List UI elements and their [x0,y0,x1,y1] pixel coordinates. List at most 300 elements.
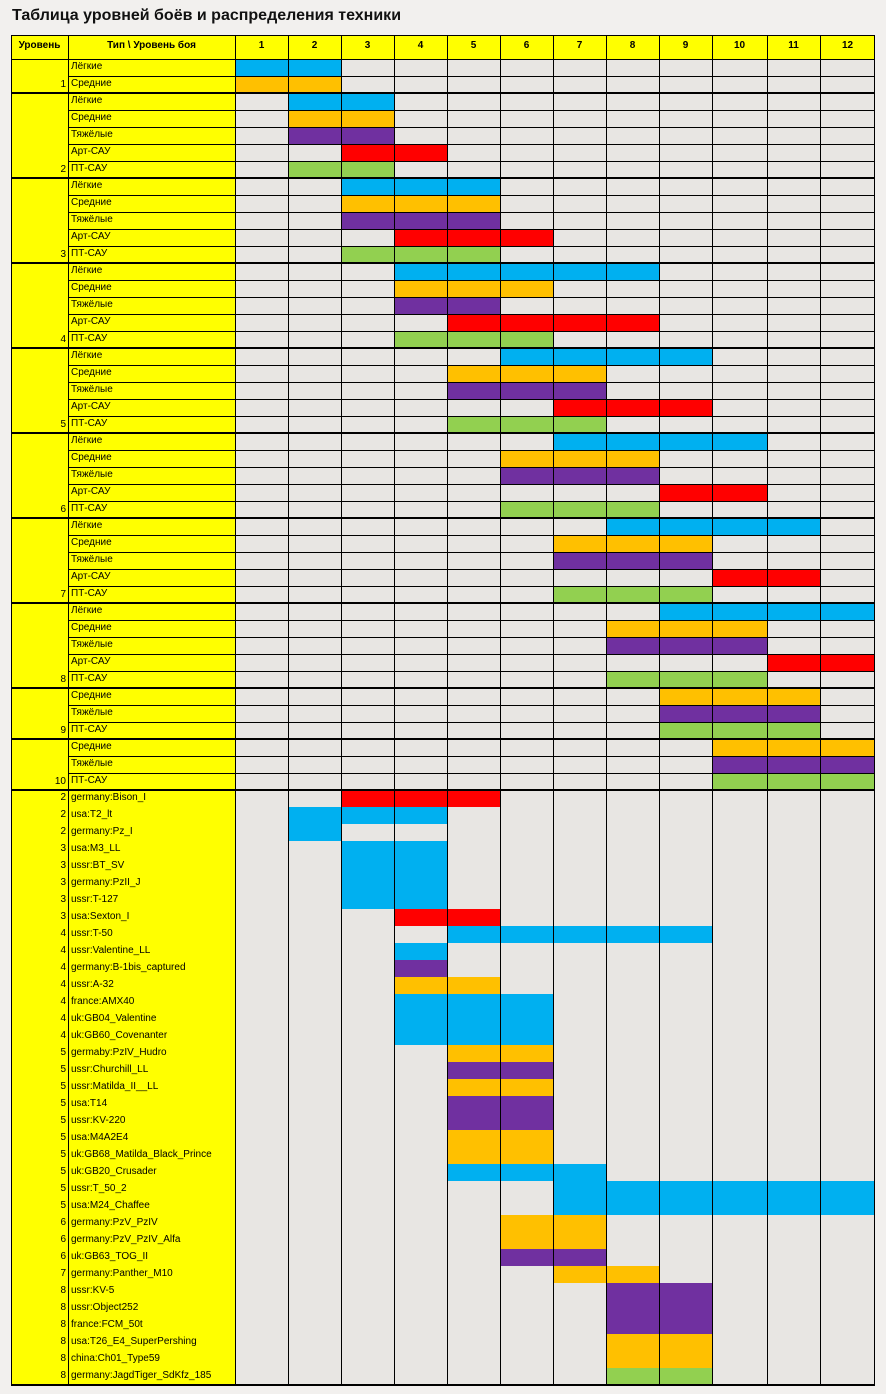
battle-cell-active [447,1062,500,1079]
battle-cell-active [767,756,820,773]
battle-cell [394,399,447,416]
battle-cell [712,110,767,127]
battle-cell [235,467,288,484]
battle-cell [394,1351,447,1368]
battle-cell [606,705,659,722]
battle-cell-active [394,280,447,297]
battle-cell-active [447,1045,500,1062]
battle-cell [341,1215,394,1232]
vehicle-level-cell: 6 [11,1232,68,1249]
battle-cell-active [341,790,394,807]
battle-cell [820,314,875,331]
battle-cell [712,1113,767,1130]
battle-cell-active [553,365,606,382]
battle-cell [235,212,288,229]
battle-cell-active [447,1011,500,1028]
battle-cell-active [288,824,341,841]
battle-cell [288,263,341,280]
battle-cell [712,654,767,671]
battle-cell [394,756,447,773]
vehicle-level-cell: 4 [11,1011,68,1028]
battle-cell [659,178,712,195]
header-battle-level: 12 [820,35,875,59]
battle-cell [288,1283,341,1300]
battle-cell [712,977,767,994]
battle-cell [341,484,394,501]
vehicle-type-label: Лёгкие [68,518,235,535]
battle-cell-active [341,858,394,875]
battle-cell [341,1351,394,1368]
battle-cell [394,1181,447,1198]
battle-cell-active [606,1351,659,1368]
tier-divider [11,177,875,179]
battle-cell-active [712,620,767,637]
tier-level-label: 9 [60,725,66,736]
battle-cell [288,1011,341,1028]
battle-cell [341,399,394,416]
battle-cell-active [659,705,712,722]
vehicle-level-cell: 5 [11,1079,68,1096]
battle-cell [394,654,447,671]
vehicle-type-label: Арт-САУ [68,654,235,671]
battle-cell [394,1096,447,1113]
vehicle-type-label: Тяжёлые [68,382,235,399]
battle-cell [500,1317,553,1334]
battle-cell [820,1062,875,1079]
vehicle-type-label: Лёгкие [68,348,235,365]
battle-cell [500,1198,553,1215]
battle-cell-active [820,756,875,773]
battle-cell [820,161,875,178]
battle-cell [659,212,712,229]
battle-cell [606,144,659,161]
battle-cell-active [659,1198,712,1215]
battle-cell [288,1045,341,1062]
vehicle-name: ussr:Valentine_LL [68,943,235,960]
battle-cell [394,110,447,127]
battle-cell [500,195,553,212]
battle-cell [235,433,288,450]
battle-cell [235,858,288,875]
vehicle-type-label: ПТ-САУ [68,501,235,518]
battle-cell-active [553,1266,606,1283]
vehicle-name: ussr:Object252 [68,1300,235,1317]
battle-cell [553,977,606,994]
vehicle-name: ussr:Churchill_LL [68,1062,235,1079]
battle-cell-active [606,1283,659,1300]
battle-cell-active [394,909,447,926]
battle-cell [235,977,288,994]
battle-cell [659,994,712,1011]
battle-cell-active [606,399,659,416]
battle-cell [606,161,659,178]
row-divider [68,161,875,162]
column-divider [341,35,342,1385]
battle-cell-active [659,637,712,654]
battle-cell-active [767,1198,820,1215]
battle-cell [820,297,875,314]
battle-cell [659,875,712,892]
battle-cell [235,994,288,1011]
battle-cell-active [341,195,394,212]
battle-cell [235,637,288,654]
battle-cell-active [820,1181,875,1198]
battle-cell [553,1334,606,1351]
battle-cell [341,1317,394,1334]
vehicle-level-cell: 2 [11,790,68,807]
battle-cell [820,518,875,535]
battle-cell-active [394,263,447,280]
vehicle-level-cell: 8 [11,1351,68,1368]
battle-cell [500,671,553,688]
battle-cell [606,1232,659,1249]
vehicle-type-label: Тяжёлые [68,756,235,773]
battle-cell-active [659,1351,712,1368]
battle-cell [288,535,341,552]
battle-cell [500,1368,553,1385]
battle-cell-active [606,1368,659,1385]
battle-cell [500,535,553,552]
battle-cell [500,705,553,722]
battle-cell [500,841,553,858]
battle-cell-active [447,790,500,807]
battle-cell [820,620,875,637]
battle-cell [820,229,875,246]
battle-cell [659,1130,712,1147]
battle-cell-active [659,1334,712,1351]
battle-cell [394,603,447,620]
battle-cell [659,1266,712,1283]
battle-cell [820,1317,875,1334]
battle-cell-active [553,552,606,569]
battle-cell [500,586,553,603]
battle-cell [288,790,341,807]
battle-cell [712,1096,767,1113]
battle-cell [606,773,659,790]
battle-cell [553,569,606,586]
battle-cell [235,484,288,501]
battle-cell [235,178,288,195]
battle-cell [606,994,659,1011]
battle-cell [712,1351,767,1368]
battle-cell [767,1215,820,1232]
row-divider [68,705,875,706]
battle-cell [553,246,606,263]
row-divider [68,654,875,655]
battle-cell [447,127,500,144]
battle-cell-active [447,416,500,433]
battle-cell-active [553,1198,606,1215]
battle-cell [447,161,500,178]
battle-cell [235,144,288,161]
battle-cell [712,127,767,144]
battle-cell-active [767,705,820,722]
battle-cell [288,212,341,229]
battle-cell [659,569,712,586]
battle-cell [767,790,820,807]
battle-cell-active [712,637,767,654]
battle-cell [820,994,875,1011]
battle-cell-active [394,960,447,977]
battle-cell [820,977,875,994]
vehicle-type-label: Арт-САУ [68,144,235,161]
tier-divider [11,789,875,791]
battle-cell [712,858,767,875]
battle-cell [500,790,553,807]
battle-cell [767,1266,820,1283]
battle-cell [500,1266,553,1283]
battle-cell [553,1130,606,1147]
battle-cell [447,433,500,450]
vehicle-name: ussr:A-32 [68,977,235,994]
battle-cell-active [394,943,447,960]
battle-cell [341,1062,394,1079]
battle-cell [712,1011,767,1028]
battle-cell [341,586,394,603]
battle-cell [341,1096,394,1113]
battle-cell-active [767,603,820,620]
battle-cell [712,382,767,399]
battle-cell [712,399,767,416]
battle-cell [288,756,341,773]
vehicle-type-label: Арт-САУ [68,569,235,586]
battle-cell-active [341,127,394,144]
battle-cell [820,382,875,399]
battle-cell [235,348,288,365]
battle-cell [235,229,288,246]
tier-divider [11,347,875,349]
tier-divider [11,602,875,604]
battle-cell [447,824,500,841]
battle-cell [341,1249,394,1266]
battle-cell-active [500,501,553,518]
battle-cell [767,535,820,552]
battle-cell [767,909,820,926]
header-type: Тип \ Уровень боя [68,35,235,59]
vehicle-type-label: Средние [68,688,235,705]
battle-cell-active [288,110,341,127]
battle-cell [820,263,875,280]
battle-cell [447,807,500,824]
battle-cell-active [447,926,500,943]
vehicle-level-cell: 5 [11,1096,68,1113]
battle-cell [606,943,659,960]
battle-cell-active [394,977,447,994]
battle-cell [553,722,606,739]
battle-cell [288,518,341,535]
battle-cell-active [447,1130,500,1147]
battle-cell-active [712,433,767,450]
battle-cell [659,960,712,977]
battle-cell [820,875,875,892]
battle-cell [341,1334,394,1351]
battle-cell [820,1266,875,1283]
battle-cell [341,688,394,705]
battle-cell-active [659,552,712,569]
battle-cell [659,127,712,144]
battle-cell [235,1232,288,1249]
vehicle-name: ussr:T-127 [68,892,235,909]
battle-cell [659,1062,712,1079]
battle-cell-active [553,314,606,331]
battle-cell [235,1130,288,1147]
battle-cell [606,790,659,807]
battle-cell-active [394,858,447,875]
battle-cell [447,1181,500,1198]
battle-cell [553,688,606,705]
tier-level-label: 6 [60,504,66,515]
battle-cell-active [712,484,767,501]
battle-cell-active [659,348,712,365]
vehicle-type-label: Тяжёлые [68,637,235,654]
battle-cell-active [553,399,606,416]
battle-cell-active [553,1164,606,1181]
battle-cell-active [500,314,553,331]
header-battle-level: 10 [712,35,767,59]
battle-cell [820,535,875,552]
tier-level-cell [11,348,68,433]
battle-cell [235,722,288,739]
battle-cell-active [288,59,341,76]
battle-cell [659,841,712,858]
battle-cell [394,620,447,637]
battle-cell [500,297,553,314]
battle-cell [394,1232,447,1249]
battle-cell-active [606,518,659,535]
battle-cell [820,671,875,688]
battle-cell [659,501,712,518]
battle-cell [659,943,712,960]
vehicle-name: uk:GB60_Covenanter [68,1028,235,1045]
column-divider [235,35,236,1385]
battle-cell [235,603,288,620]
battle-cell [820,467,875,484]
battle-cell [767,1351,820,1368]
battle-cell-active [394,178,447,195]
battle-cell-active [500,348,553,365]
vehicle-level-cell: 8 [11,1334,68,1351]
vehicle-name: ussr:T_50_2 [68,1181,235,1198]
battle-cell [341,552,394,569]
battle-cell [341,331,394,348]
vehicle-level-cell: 8 [11,1317,68,1334]
battle-cell [606,1079,659,1096]
battle-cell [341,960,394,977]
battle-cell [447,1300,500,1317]
battle-cell [500,807,553,824]
battle-cell [288,1096,341,1113]
battle-cell-active [553,535,606,552]
battle-cell-active [606,1300,659,1317]
battle-cell [820,943,875,960]
battle-cell-active [553,416,606,433]
battle-cell [341,382,394,399]
row-divider [68,76,875,77]
battle-cell [288,1147,341,1164]
battle-cell [820,790,875,807]
vehicle-name: germany:Panther_M10 [68,1266,235,1283]
battle-cell [659,314,712,331]
battle-cell [553,994,606,1011]
battle-cell [447,688,500,705]
battle-cell [820,552,875,569]
battle-cell [394,1164,447,1181]
battle-cell-active [659,1283,712,1300]
battle-cell [767,671,820,688]
battle-cell [606,229,659,246]
battle-cell [394,1334,447,1351]
battle-cell-active [500,331,553,348]
battle-cell [394,671,447,688]
row-divider [68,246,875,247]
battle-cell [606,484,659,501]
battle-cell [820,1147,875,1164]
battle-cell [235,756,288,773]
battle-cell [820,195,875,212]
battle-cell [447,1283,500,1300]
battle-cell-active [500,926,553,943]
battle-cell [712,161,767,178]
vehicle-name: uk:GB04_Valentine [68,1011,235,1028]
battle-cell [394,1300,447,1317]
column-divider [606,35,607,1385]
battle-cell [820,484,875,501]
battle-cell [235,1096,288,1113]
battle-cell [712,246,767,263]
battle-cell [767,1164,820,1181]
battle-cell [712,314,767,331]
battle-cell [606,892,659,909]
battle-cell [235,535,288,552]
battle-cell-active [447,297,500,314]
battle-cell [394,127,447,144]
row-divider [68,467,875,468]
battle-cell [553,1147,606,1164]
battle-cell [288,1351,341,1368]
page-title: Таблица уровней боёв и распределения техники [12,7,402,24]
battle-cell [500,960,553,977]
battle-cell [341,909,394,926]
battle-cell [712,586,767,603]
vehicle-level-cell: 5 [11,1130,68,1147]
column-divider [712,35,713,1385]
battle-cell [606,416,659,433]
tier-level-label: 1 [60,79,66,90]
tier-level-label: 3 [60,249,66,260]
battle-cell [606,1130,659,1147]
battle-cell [288,1113,341,1130]
vehicle-type-label: Тяжёлые [68,467,235,484]
battle-cell-active [447,1164,500,1181]
battle-cell-active [447,331,500,348]
battle-cell [767,212,820,229]
battle-cell [767,1300,820,1317]
battle-cell [394,161,447,178]
battle-cell [394,1130,447,1147]
battle-cell [500,144,553,161]
battle-cell [712,1317,767,1334]
battle-cell-active [606,263,659,280]
battle-cell [447,518,500,535]
battle-cell [394,1215,447,1232]
battle-cell [341,1028,394,1045]
battle-cell [820,1079,875,1096]
battle-cell [288,943,341,960]
row-divider [68,773,875,774]
vehicle-name: germany:PzII_J [68,875,235,892]
battle-cell [447,654,500,671]
battle-cell [235,263,288,280]
